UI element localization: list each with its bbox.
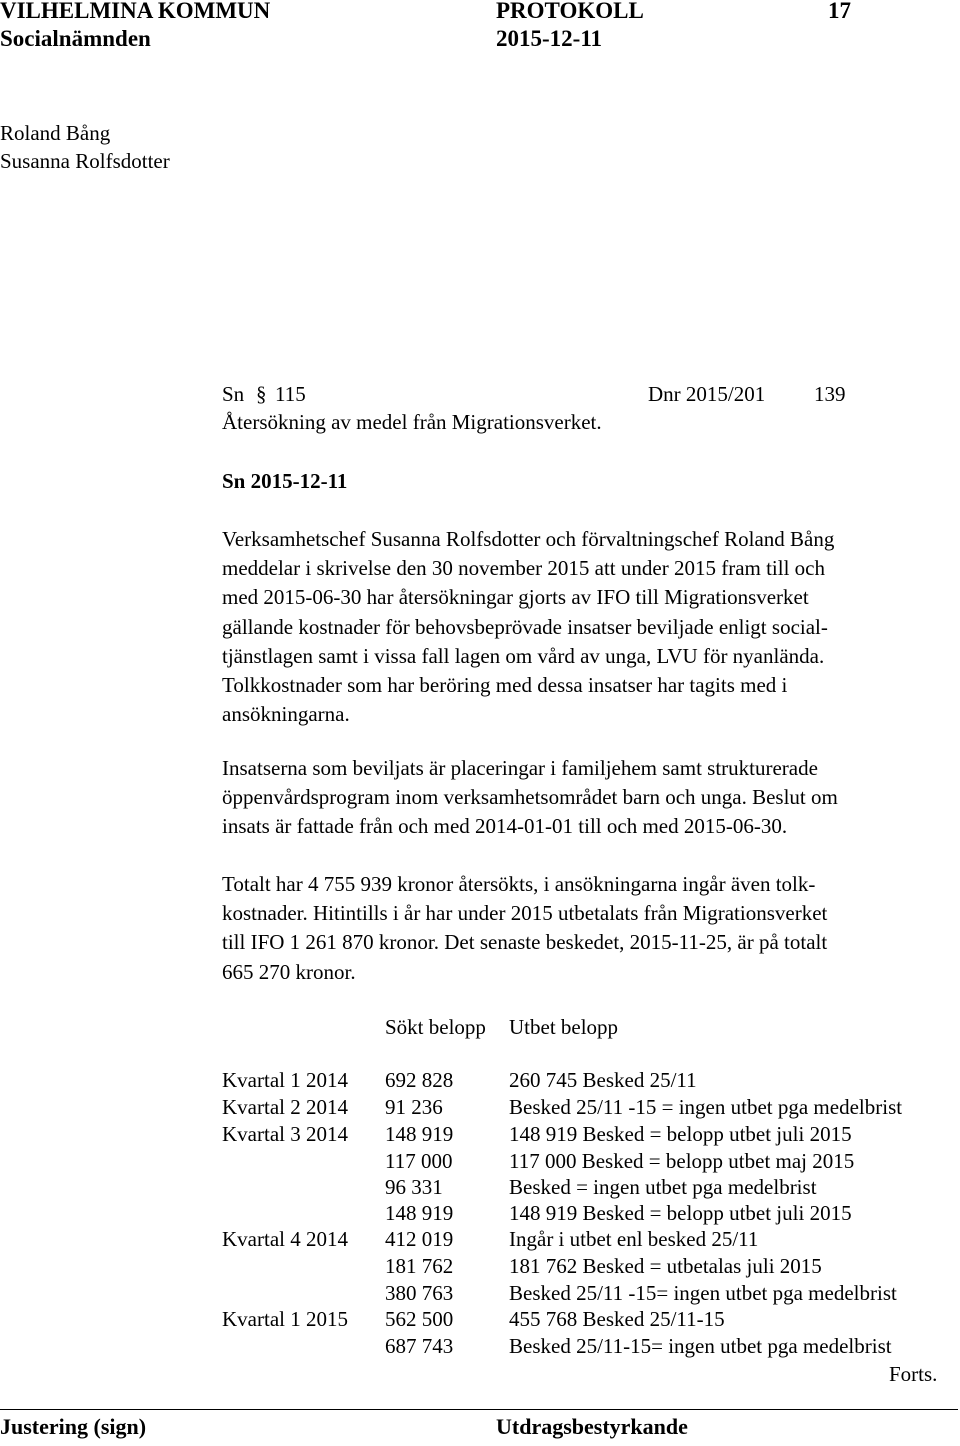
meeting-heading: Sn 2015-12-11 bbox=[222, 469, 348, 493]
section-number: 115 bbox=[275, 382, 306, 406]
case-title: Återsökning av medel från Migrationsverket. bbox=[222, 410, 602, 434]
period-cell: Kvartal 3 2014 bbox=[222, 1122, 348, 1146]
dnr-suffix: 139 bbox=[814, 382, 846, 406]
signatory-2: Susanna Rolfsdotter bbox=[0, 149, 170, 173]
table-row bbox=[0, 1121, 960, 1147]
sokt-cell: 96 331 bbox=[385, 1175, 443, 1199]
paragraph-line: med 2015-06-30 har återsökningar gjorts av IFO till Migrationsverket bbox=[222, 585, 809, 610]
document-type: PROTOKOLL bbox=[496, 0, 644, 23]
meeting-date: 2015-12-11 bbox=[496, 26, 603, 51]
paragraph-line: 665 270 kronor. bbox=[222, 959, 356, 984]
paragraph-line: öppenvårdsprogram inom verksamhetsområdet barn och unga. Beslut om bbox=[222, 785, 838, 810]
utbet-cell: 260 745 Besked 25/11 bbox=[509, 1068, 697, 1092]
sokt-cell: 148 919 bbox=[385, 1201, 454, 1225]
paragraph-line: kostnader. Hitintills i år har under 2015 utbetalats från Migrationsverket bbox=[222, 901, 828, 926]
paragraph-line: ansökningarna. bbox=[222, 702, 350, 727]
section-symbol: § bbox=[256, 382, 267, 406]
table-row bbox=[0, 1306, 960, 1332]
paragraph-line: gällande kostnader för behovsbeprövade insatser beviljade enligt social- bbox=[222, 614, 828, 639]
table-row bbox=[0, 1280, 960, 1306]
sokt-cell: 117 000 bbox=[385, 1149, 453, 1173]
signatory-1: Roland Bång bbox=[0, 121, 111, 145]
utbet-cell: Besked 25/11 -15 = ingen utbet pga medelbrist bbox=[509, 1095, 903, 1119]
utbet-cell: Besked 25/11-15= ingen utbet pga medelbrist bbox=[509, 1334, 892, 1358]
paragraph-line: meddelar i skrivelse den 30 november 2015 att under 2015 fram till och bbox=[222, 556, 826, 581]
utbet-cell: Besked = ingen utbet pga medelbrist bbox=[509, 1175, 817, 1199]
utbet-cell: 117 000 Besked = belopp utbet maj 2015 bbox=[509, 1149, 855, 1173]
committee-name: Socialnämnden bbox=[0, 26, 151, 51]
utbet-cell: 148 919 Besked = belopp utbet juli 2015 bbox=[509, 1201, 852, 1225]
case-sn-label: Sn bbox=[222, 382, 245, 406]
period-cell: Kvartal 1 2014 bbox=[222, 1068, 348, 1092]
paragraph-line: Tolkkostnader som har beröring med dessa insatser har tagits med i bbox=[222, 673, 788, 698]
page-number: 17 bbox=[828, 0, 851, 23]
paragraph-line: insats är fattade från och med 2014-01-01 till och med 2015-06-30. bbox=[222, 814, 788, 839]
column-header-utbet: Utbet belopp bbox=[509, 1015, 619, 1039]
paragraph-line: Verksamhetschef Susanna Rolfsdotter och förvaltningschef Roland Bång bbox=[222, 527, 835, 551]
table-row bbox=[0, 1174, 960, 1200]
dnr-number: Dnr 2015/201 bbox=[648, 382, 766, 406]
paragraph-line: till IFO 1 261 870 kronor. Det senaste beskedet, 2015-11-25, är på totalt bbox=[222, 930, 828, 955]
paragraph-3 bbox=[222, 870, 957, 987]
sokt-cell: 562 500 bbox=[385, 1307, 454, 1331]
table-row bbox=[0, 1333, 960, 1359]
continued-note: Forts. bbox=[889, 1362, 938, 1386]
sokt-cell: 692 828 bbox=[385, 1068, 454, 1092]
sokt-cell: 380 763 bbox=[385, 1281, 454, 1305]
sokt-cell: 91 236 bbox=[385, 1095, 443, 1119]
sokt-cell: 181 762 bbox=[385, 1254, 454, 1278]
paragraph-2 bbox=[222, 754, 957, 842]
utbet-cell: Besked 25/11 -15= ingen utbet pga medelbrist bbox=[509, 1281, 897, 1305]
sokt-cell: 687 743 bbox=[385, 1334, 454, 1358]
paragraph-line: tjänstlagen samt i vissa fall lagen om vård av unga, LVU för nyanlända. bbox=[222, 643, 825, 668]
column-header-sokt: Sökt belopp bbox=[385, 1015, 486, 1039]
utbet-cell: 455 768 Besked 25/11-15 bbox=[509, 1307, 725, 1331]
paragraph-1 bbox=[222, 525, 957, 729]
table-row bbox=[0, 1094, 960, 1120]
utbet-cell: 148 919 Besked = belopp utbet juli 2015 bbox=[509, 1122, 852, 1146]
table-row bbox=[0, 1226, 960, 1252]
footer-utdragsbestyrkande: Utdragsbestyrkande bbox=[496, 1414, 688, 1439]
utbet-cell: Ingår i utbet enl besked 25/11 bbox=[509, 1227, 759, 1251]
period-cell: Kvartal 4 2014 bbox=[222, 1227, 348, 1251]
footer-justering: Justering (sign) bbox=[0, 1414, 147, 1439]
table-row bbox=[0, 1253, 960, 1279]
footer-rule bbox=[0, 1409, 958, 1410]
sokt-cell: 412 019 bbox=[385, 1227, 454, 1251]
municipality-name: VILHELMINA KOMMUN bbox=[0, 0, 271, 23]
paragraph-line: Totalt har 4 755 939 kronor återsökts, i ansökningarna ingår även tolk- bbox=[222, 872, 816, 896]
period-cell: Kvartal 2 2014 bbox=[222, 1095, 348, 1119]
table-row bbox=[0, 1067, 960, 1093]
utbet-cell: 181 762 Besked = utbetalas juli 2015 bbox=[509, 1254, 822, 1278]
paragraph-line: Insatserna som beviljats är placeringar i familjehem samt strukturerade bbox=[222, 756, 818, 780]
table-row bbox=[0, 1200, 960, 1226]
sokt-cell: 148 919 bbox=[385, 1122, 454, 1146]
table-row bbox=[0, 1148, 960, 1174]
period-cell: Kvartal 1 2015 bbox=[222, 1307, 348, 1331]
